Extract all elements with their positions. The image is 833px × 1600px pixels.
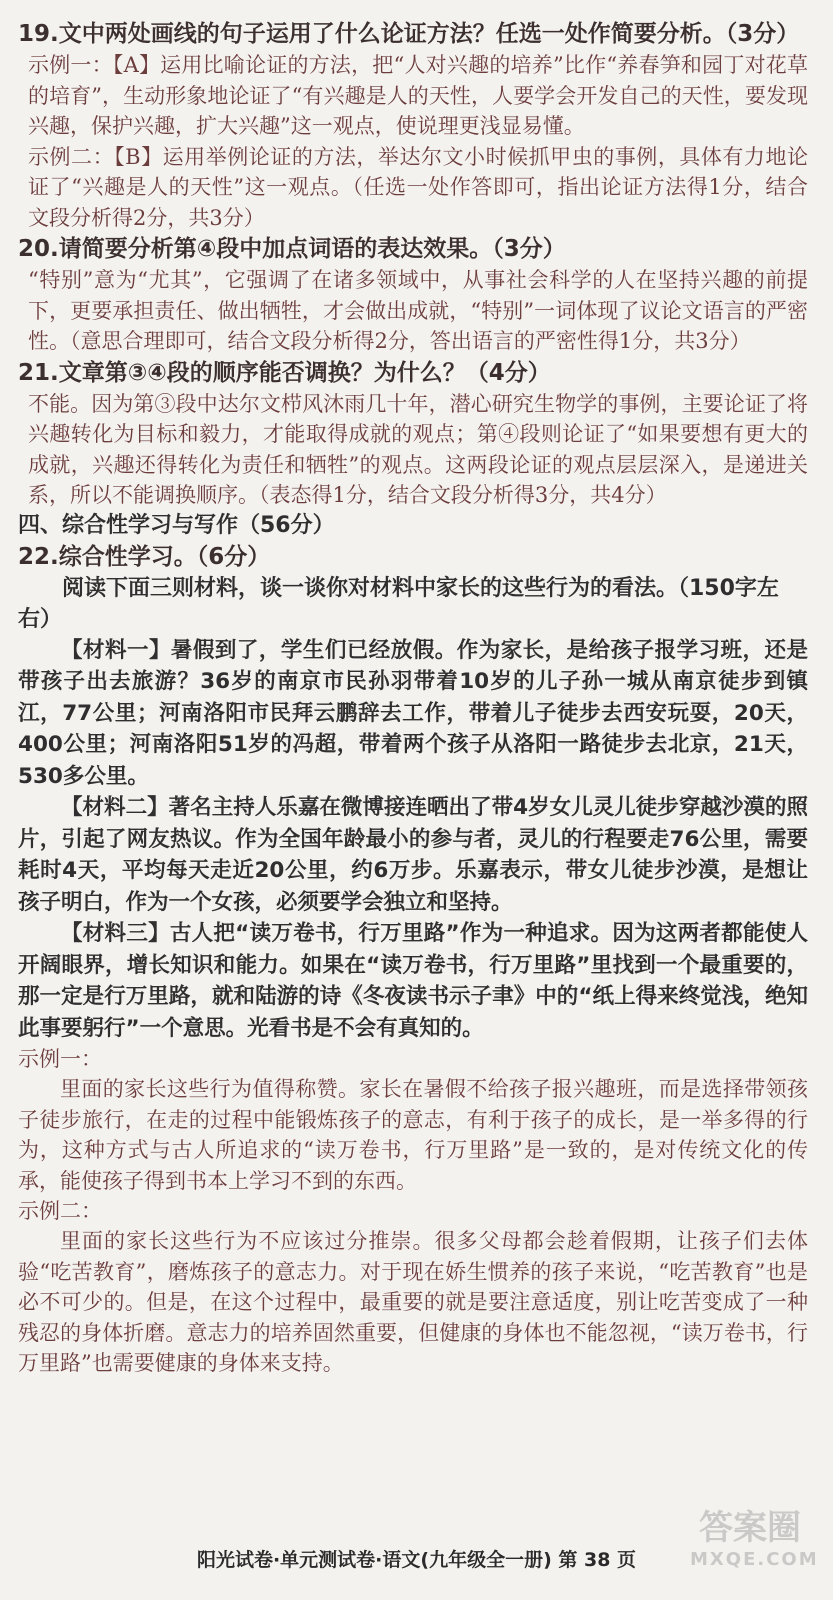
material-1: 【材料一】暑假到了，学生们已经放假。作为家长，是给孩子报学习班，还是带孩子出去旅游？36岁的南京市民孙羽带着10岁的儿子孙一城从南京徒步到镇江，77公里；河南洛阳市民拜云鹏辞去工作，带着儿子徒步去西安玩耍，20天，400公里；河南洛阳51岁的冯超，带着两个孩子从洛阳一路徒步去北京，21天，530多公里。 (18, 637, 808, 789)
question-22-prompt: 阅读下面三则材料，谈一谈你对材料中家长的这些行为的看法。（150字左右） (18, 575, 779, 632)
question-19-example-1: 示例一：【A】运用比喻论证的方法，把“人对兴趣的培养”比作“养春笋和园丁对花草的培育”，生动形象地论证了“有兴趣是人的天性，人要学会开发自己的天性，要发现兴趣，保护兴趣，扩大兴趣”这一观点，使说理更浅显易懂。 (28, 53, 808, 138)
question-19-example-2: 示例二：【B】运用举例论证的方法，举达尔文小时候抓甲虫的事例，具体有力地论证了“兴趣是人的天性”这一观点。（任选一处作答即可，指出论证方法得1分，结合文段分析得2分，共3分） (28, 144, 808, 230)
question-22-example-2-label: 示例二： (18, 1199, 102, 1223)
question-22-example-2-body: 里面的家长这些行为不应该过分推崇。很多父母都会趁着假期，让孩子们去体验“吃苦教育”，磨炼孩子的意志力。对于现在娇生惯养的孩子来说，“吃苦教育”也是必不可少的。但是，在这个过程中，最重要的就是要注意适度，别让吃苦变成了一种残忍的身体折磨。意志力的培养固然重要，但健康的身体也不能忽视，“读万卷书，行万里路”也需要健康的身体来支持。 (18, 1229, 808, 1375)
question-22-example-1-label: 示例一： (18, 1047, 102, 1071)
material-2: 【材料二】著名主持人乐嘉在微博接连晒出了带4岁女儿灵儿徒步穿越沙漠的照片，引起了网友热议。作为全国年龄最小的参与者，灵儿的行程要走76公里，需要耗时4天，平均每天走近20公里，约6万步。乐嘉表示，带女儿徒步沙漠，是想让孩子明白，作为一个女孩，必须要学会独立和坚持。 (18, 795, 808, 915)
question-20-answer: “特别”意为“尤其”，它强调了在诸多领域中，从事社会科学的人在坚持兴趣的前提下，更要承担责任、做出牺牲，才会做出成就，“特别”一词体现了议论文语言的严密性。（意思合理即可，结合文段分析得2分，答出语言的严密性得1分，共3分） (28, 268, 808, 353)
answer-page (18, 18, 808, 1379)
question-21-title: 21.文章第③④段的顺序能否调换？为什么？（4分） (18, 359, 551, 386)
question-20-title: 20.请简要分析第④段中加点词语的表达效果。（3分） (18, 236, 566, 262)
section-4-title: 四、综合性学习与写作（56分） (18, 512, 335, 538)
page-footer: 阳光试卷·单元测试卷·语文(九年级全一册) 第 38 页 (196, 1549, 637, 1571)
material-3: 【材料三】古人把“读万卷书，行万里路”作为一种追求。因为这两者都能使人开阔眼界，增长知识和能力。如果在“读万卷书，行万里路”里找到一个最重要的，那一定是行万里路，就和陆游的诗《冬夜读书示子聿》中的“纸上得来终觉浅，绝知此事要躬行”一个意思。光看书是不会有真知的。 (18, 921, 808, 1041)
question-21-answer: 不能。因为第③段中达尔文栉风沐雨几十年，潜心研究生物学的事例，主要论证了将兴趣转化为目标和毅力，才能取得成就的观点；第④段则论证了“如果要想有更大的成就，兴趣还得转化为责任和牺牲”的观点。这两段论证的观点层层深入，是递进关系，所以不能调换顺序。（表态得1分，结合文段分析得3分，共4分） (28, 391, 808, 507)
watermark-bottom-text: MXQE.COM (690, 1549, 819, 1570)
question-22-example-1-body: 里面的家长这些行为值得称赞。家长在暑假不给孩子报兴趣班，而是选择带领孩子徒步旅行，在走的过程中能锻炼孩子的意志，有利于孩子的成长，是一举多得的行为，这种方式与古人所追求的“读万卷书，行万里路”是一致的，是对传统文化的传承，能使孩子得到书本上学习不到的东西。 (18, 1077, 808, 1193)
watermark-top-text: 答案圈 (699, 1508, 801, 1548)
question-19-title: 19.文中两处画线的句子运用了什么论证方法？任选一处作简要分析。（3分） (18, 21, 800, 47)
question-22-title: 22.综合性学习。（6分） (18, 543, 271, 570)
